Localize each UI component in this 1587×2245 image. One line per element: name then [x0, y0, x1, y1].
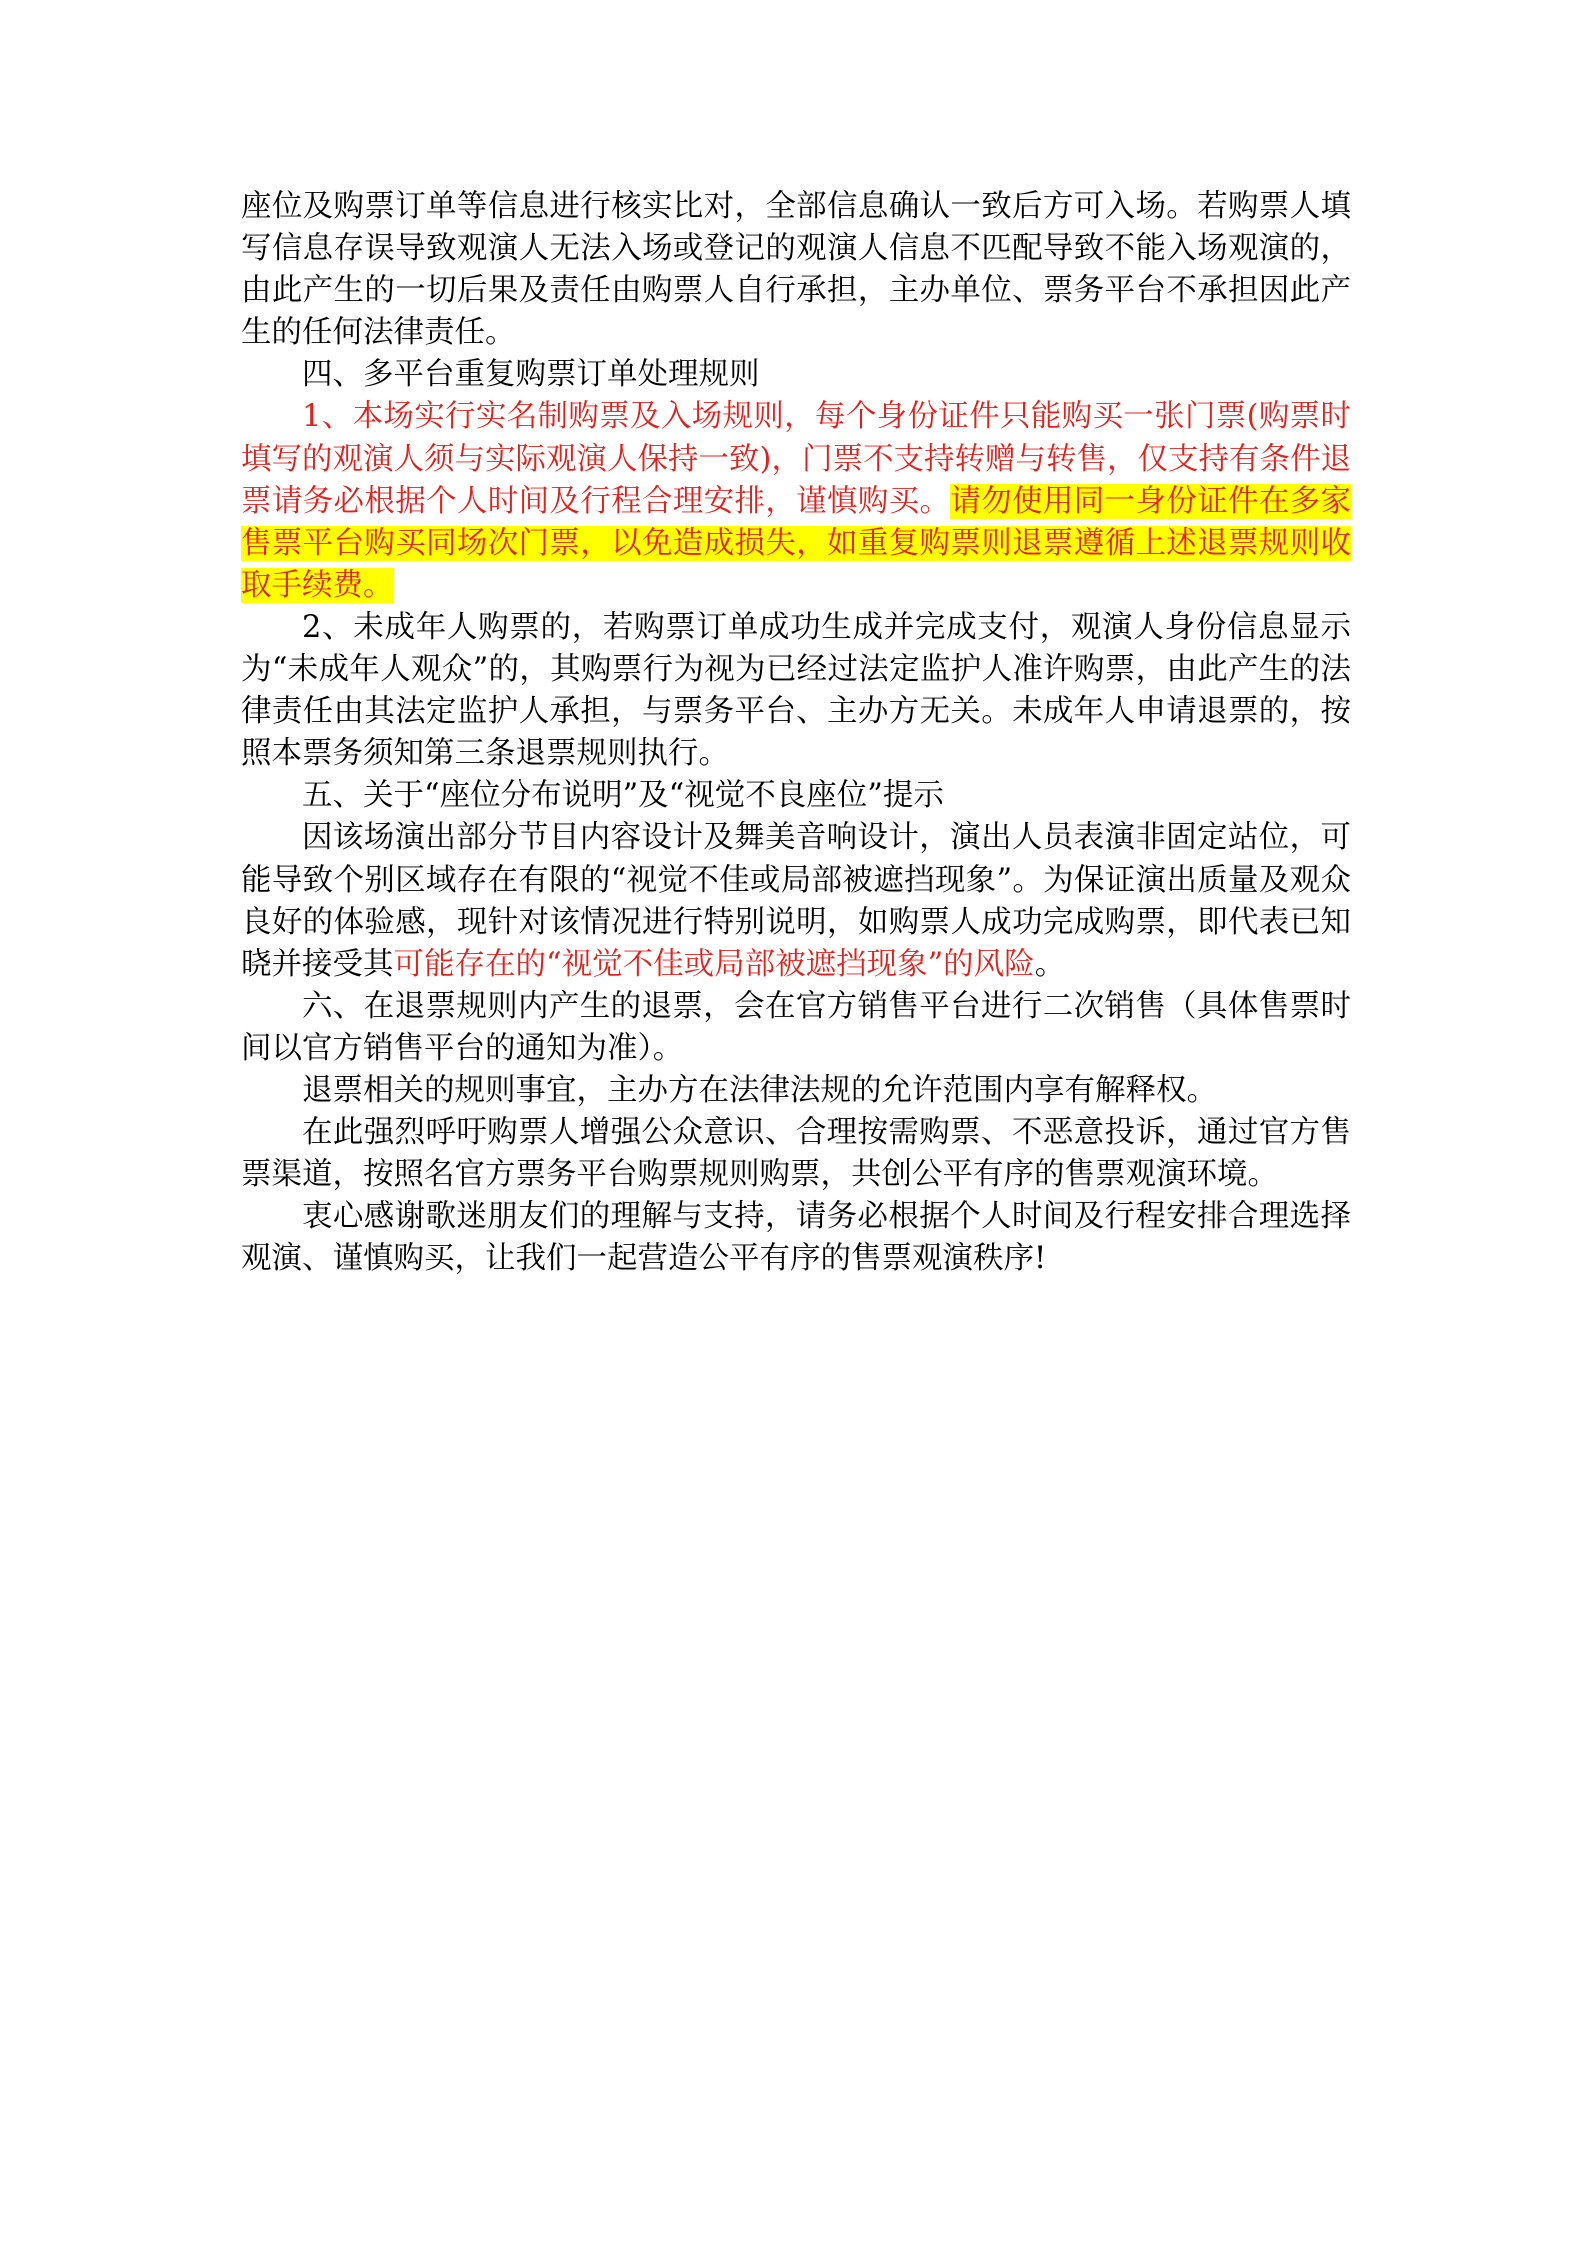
paragraph-real-name-rule	[241, 396, 1351, 606]
paragraph-verification: 座位及购票订单等信息进行核实比对，全部信息确认一致后方可入场。若购票人填写信息存误导致观演人无法入场或登记的观演人信息不匹配导致不能入场观演的，由此产生的一切后果及责任由购票人自行承担，主办单位、票务平台不承担因此产生的任何法律责任。	[241, 189, 1351, 351]
paragraph-appeal: 在此强烈呼吁购票人增强公众意识、合理按需购票、不恶意投诉，通过官方售票渠道，按照名官方票务平台购票规则购票，共创公平有序的售票观演环境。	[241, 1115, 1351, 1193]
document-body	[241, 186, 1351, 1280]
seat-visibility-end: 。	[1034, 946, 1066, 982]
paragraph-thanks: 衷心感谢歌迷朋友们的理解与支持，请务必根据个人时间及行程安排合理选择观演、谨慎购买，让我们一起营造公平有序的售票观演秩序!	[241, 1199, 1351, 1277]
paragraph-seat-visibility	[241, 817, 1351, 985]
section-heading-4: 四、多平台重复购票订单处理规则	[302, 357, 760, 393]
real-name-rule-text: 1、本场实行实名制购票及入场规则，每个身份证件只能购买一张门票(购票时填写的观演人须与实际观演人保持一致)，门票不支持转赠与转售，仅支持有条件退票请务必根据个人时间及行程合理安排，谨慎购买。	[241, 399, 1351, 519]
duplicate-purchase-warning: 请勿使用同一身份证件在多家售票平台购买同场次门票，以免造成损失，如重复购票则退票遵循上述退票规则收取手续费。	[241, 483, 1352, 603]
section-heading-5: 五、关于“座位分布说明”及“视觉不良座位”提示	[302, 778, 944, 814]
paragraph-minor-purchase: 2、未成年人购票的，若购票订单成功生成并完成支付，观演人身份信息显示为“未成年人观众”的，其购票行为视为已经过法定监护人准许购票，由此产生的法律责任由其法定监护人承担，与票务平台、主办方无关。未成年人申请退票的，按照本票务须知第三条退票规则执行。	[241, 609, 1351, 772]
seat-visibility-risk: 可能存在的“视觉不佳或局部被遮挡现象”的风险	[393, 946, 1035, 982]
seat-visibility-text: 因该场演出部分节目内容设计及舞美音响设计，演出人员表演非固定站位，可能导致个别区域存在有限的“视觉不佳或局部被遮挡现象”。为保证演出质量及观众良好的体验感，现针对该情况进行特别说明，如购票人成功完成购票，即代表已知晓并接受其	[241, 820, 1351, 982]
paragraph-interpretation: 退票相关的规则事宜，主办方在法律法规的允许范围内享有解释权。	[302, 1072, 1217, 1108]
section-heading-6: 六、在退票规则内产生的退票，会在官方销售平台进行二次销售（具体售票时间以官方销售平台的通知为准）。	[241, 988, 1351, 1066]
